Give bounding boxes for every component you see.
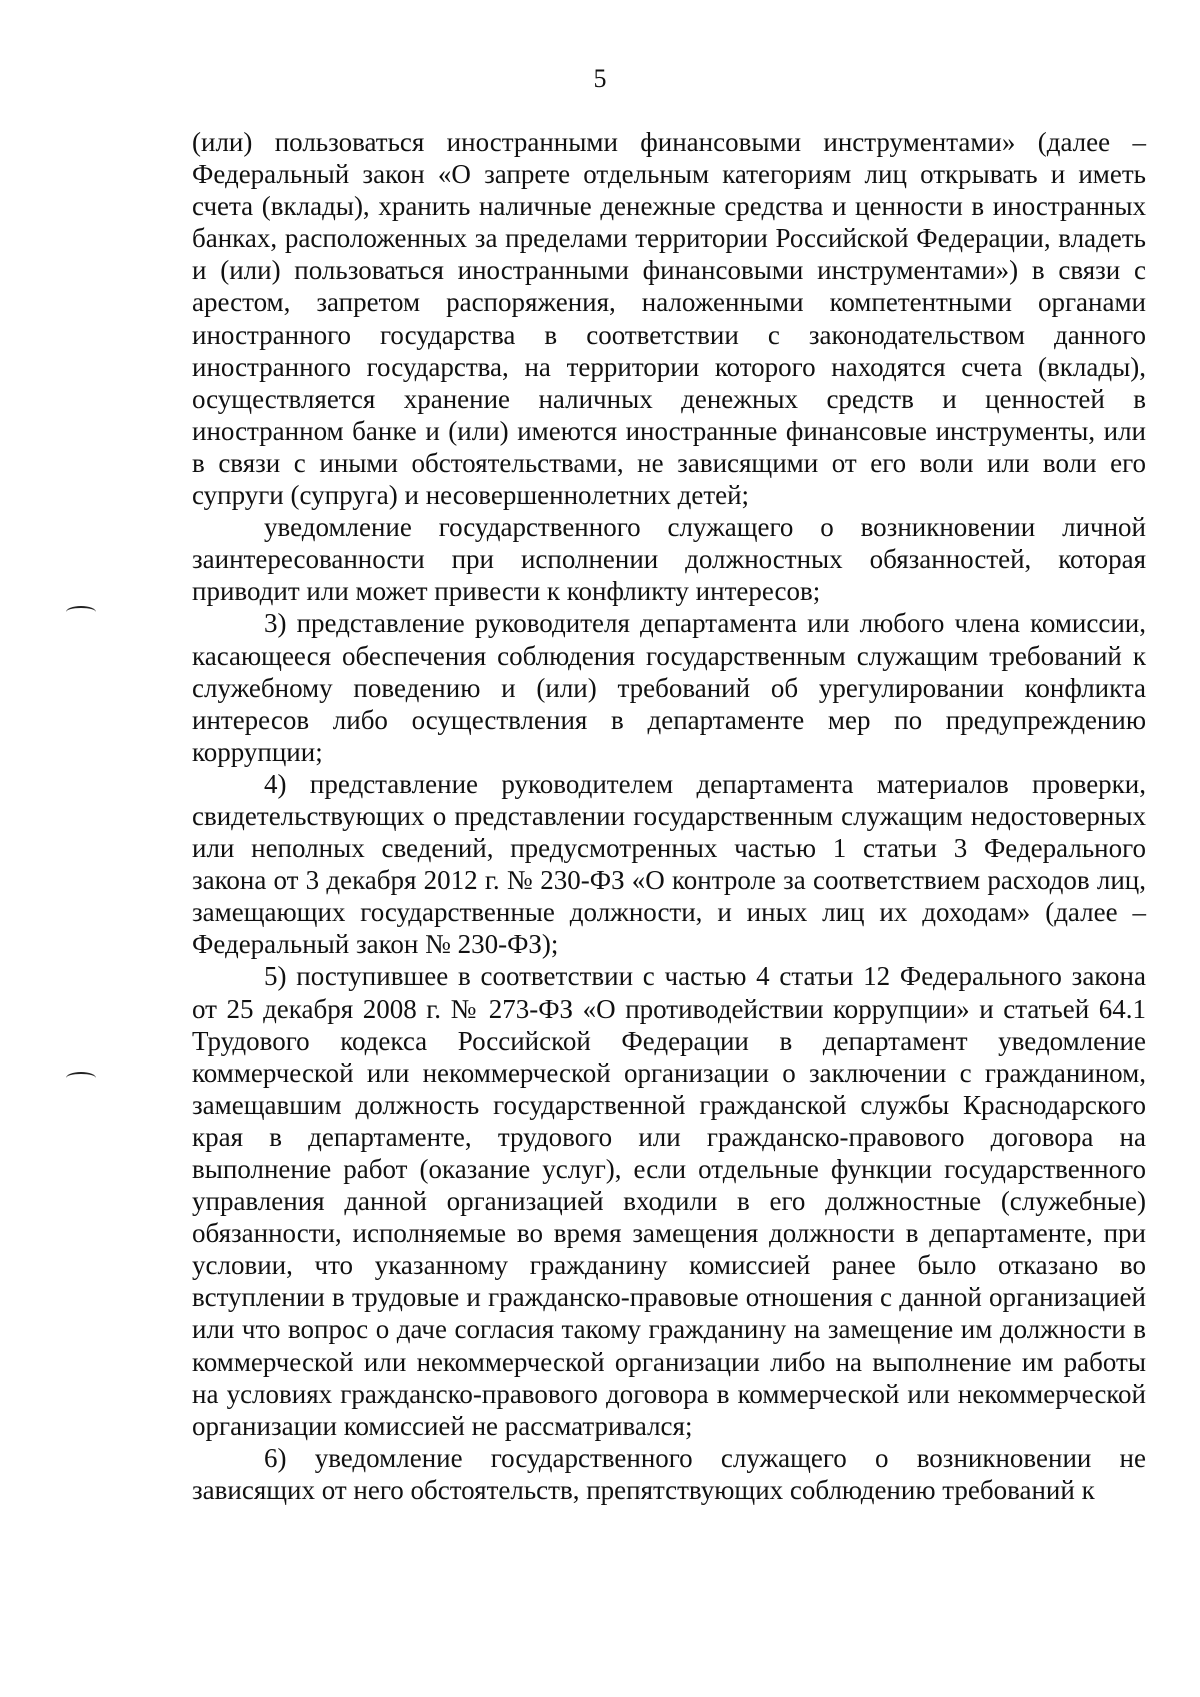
margin-mark — [66, 1072, 96, 1084]
paragraph-item-4: 4) представление руководителем департамента материалов проверки, свидетельствующих о представлении государственным служащим недостоверных или неполных сведений, предусмотренных частью 1 статьи 3 Федерального закона от 3 декабря 2012 г. № 230-ФЗ «О контроле за соответствием расходов лиц, замещающих государственные должности, и иных лиц их доходам» (далее – Федеральный закон № 230-ФЗ); — [192, 768, 1146, 960]
paragraph-continuation: (или) пользоваться иностранными финансовыми инструментами» (далее – Федеральный закон «О запрете отдельным категориям лиц открывать и иметь счета (вклады), хранить наличные денежные средства и ценности в иностранных банках, расположенных за пределами территории Российской Федерации, владеть и (или) пользоваться иностранными финансовыми инструментами») в связи с арестом, запретом распоряжения, наложенными компетентными органами иностранного государства в соответствии с законодательством данного иностранного государства, на территории которого находятся счета (вклады), осуществляется хранение наличных денежных средств и ценностей в иностранном банке и (или) имеются иностранные финансовые инструменты, или в связи с иными обстоятельствами, не зависящими от его воли или воли его супруги (супруга) и несовершеннолетних детей; — [192, 127, 1146, 511]
margin-mark — [66, 606, 96, 618]
paragraph-item-3: 3) представление руководителя департамента или любого члена комиссии, касающееся обеспечения соблюдения государственным служащим требований к служебному поведению и (или) требований об урегулировании конфликта интересов либо осуществления в департаменте мер по предупреждению коррупции; — [192, 608, 1146, 767]
document-body — [192, 126, 1146, 1506]
paragraph-item-5: 5) поступившее в соответствии с частью 4 статьи 12 Федерального закона от 25 декабря 2008 г. № 273-ФЗ «О противодействии коррупции» и статьей 64.1 Трудового кодекса Российской Федерации в департамент уведомление коммерческой или некоммерческой организации о заключении с гражданином, замещавшим должность государственной гражданской службы Краснодарского края в департаменте, трудового или гражданско-правового договора на выполнение работ (оказание услуг), если отдельные функции государственного управления данной организацией входили в его должностные (служебные) обязанности, исполняемые во время замещения должности в департаменте, при условии, что указанному гражданину комиссией ранее было отказано во вступлении в трудовые и гражданско-правовые отношения с данной организацией или что вопрос о даче согласия такому гражданину на замещение им должности в коммерческой или некоммерческой организации либо на выполнение им работы на условиях гражданско-правового договора в коммерческой или некоммерческой организации комиссией не рассматривался; — [192, 961, 1146, 1441]
page-number: 5 — [593, 64, 607, 93]
paragraph-item-6: 6) уведомление государственного служащего о возникновении не зависящих от него обстоятельств, препятствующих соблюдению требований к — [192, 1442, 1146, 1505]
paragraph-notice-conflict: уведомление государственного служащего о возникновении личной заинтересованности при исполнении должностных обязанностей, которая приводит или может привести к конфликту интересов; — [192, 512, 1146, 607]
